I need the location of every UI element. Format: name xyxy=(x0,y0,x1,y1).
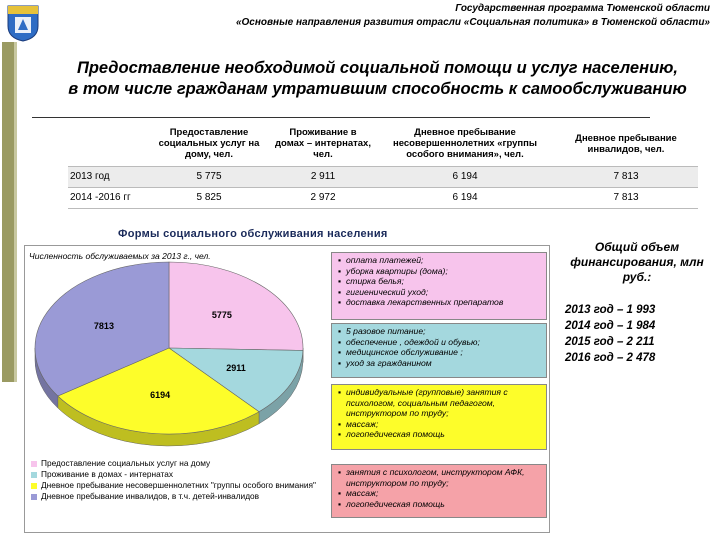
chart-panel xyxy=(24,245,550,533)
table-cell: 5 825 xyxy=(148,187,270,208)
list-item-text: занятия с психологом, инструктором АФК, инструктором по труду; xyxy=(346,467,525,488)
table-cell: 2 972 xyxy=(270,187,376,208)
legend-label: Предоставление социальных услуг на дому xyxy=(41,458,211,468)
legend-swatch xyxy=(31,483,37,489)
list-item: ▪ обеспечение , одеждой и обувью; xyxy=(338,336,480,347)
stats-table xyxy=(68,122,698,209)
list-item-text: гигиенический уход; xyxy=(346,286,429,297)
list-item: ▪ уход за гражданином xyxy=(338,357,432,368)
row-label: 2013 год xyxy=(68,166,148,187)
list-item-text: уход за гражданином xyxy=(346,357,432,368)
list-item: ▪ уборка квартиры (дома); xyxy=(338,265,448,276)
list-item-text: 5 разовое питание; xyxy=(346,326,426,336)
coat-of-arms-icon xyxy=(6,4,40,42)
legend-swatch xyxy=(31,472,37,478)
table-cell: 6 194 xyxy=(376,166,554,187)
forms-section-title: Формы социального обслуживания населения xyxy=(118,228,388,240)
list-item: ▪ доставка лекарственных препаратов xyxy=(338,297,504,307)
table-cell: 6 194 xyxy=(376,187,554,208)
page-title-line2: в том числе гражданам утратившим способность к самообслуживанию xyxy=(68,80,687,98)
list-item: ▪ индивидуальные (групповые) занятия с психологом, социальным педагогом, инструктором по труду; xyxy=(338,387,508,418)
list-item: ▪ стирка белья; xyxy=(338,276,404,286)
program-header xyxy=(150,2,710,30)
page-title xyxy=(40,58,715,100)
title-divider xyxy=(32,117,650,118)
list-item: ▪ оплата платежей; xyxy=(338,255,424,265)
legend-swatch xyxy=(31,494,37,500)
decorative-side-bar-light xyxy=(14,42,17,382)
stats-table-header-row xyxy=(68,122,698,166)
table-row xyxy=(68,187,698,208)
list-item: ▪ логопедическая помощь xyxy=(338,498,445,509)
list-item: ▪ массаж; xyxy=(338,418,379,429)
services-minors-box xyxy=(331,384,547,450)
list-item-text: логопедическая помощь xyxy=(346,429,445,439)
pie-data-label: 2911 xyxy=(226,362,246,373)
table-row xyxy=(68,166,698,187)
row-label: 2014 -2016 гг xyxy=(68,187,148,208)
list-item-text: доставка лекарственных препаратов xyxy=(346,297,504,307)
list-item-text: обеспечение , одеждой и обувью; xyxy=(346,336,480,347)
list-item-text: логопедическая помощь xyxy=(346,498,445,509)
pie-data-label: 7813 xyxy=(93,320,114,331)
program-header-line2: «Основные направления развития отрасли «Социальная политика» в Тюменской области» xyxy=(235,17,710,28)
stats-header-cell: Дневное пребывание инвалидов, чел. xyxy=(554,122,698,166)
table-cell: 7 813 xyxy=(554,166,698,187)
financing-item: 2013 год – 1 993 xyxy=(565,304,656,316)
table-cell: 5 775 xyxy=(148,166,270,187)
financing-item: 2016 год – 2 478 xyxy=(565,352,656,364)
pie-data-label: 5775 xyxy=(211,310,232,321)
list-item-text: оплата платежей; xyxy=(346,255,424,265)
list-item: ▪ занятия с психологом, инструктором АФК, инструктором по труду; xyxy=(338,467,525,488)
stats-header-cell: Предоставление социальных услуг на дому, чел. xyxy=(148,122,270,166)
legend-label: Дневное пребывание несовершеннолетних "группы особого внимания" xyxy=(41,480,316,490)
list-item-text: уборка квартиры (дома); xyxy=(346,265,448,276)
decorative-side-bar xyxy=(2,42,14,382)
list-item-text: массаж; xyxy=(346,418,379,429)
stats-header-cell xyxy=(68,122,148,166)
legend-label: Проживание в домах - интернатах xyxy=(41,469,173,479)
financing-title: Общий объем финансирования, млн руб.: xyxy=(570,240,704,284)
pie-slice-0 xyxy=(169,262,303,350)
list-item-text: стирка белья; xyxy=(346,276,404,286)
services-home-care-box xyxy=(331,252,547,320)
list-item: ▪ массаж; xyxy=(338,488,379,498)
list-item-text: массаж; xyxy=(346,488,379,498)
services-residential-box xyxy=(331,323,547,378)
legend-item xyxy=(31,469,316,480)
list-item: ▪ 5 разовое питание; xyxy=(338,326,426,336)
table-cell: 7 813 xyxy=(554,187,698,208)
stats-header-cell: Дневное пребывание несовершеннолетних «группы особого внимания», чел. xyxy=(376,122,554,166)
list-item-text: индивидуальные (групповые) занятия с психологом, социальным педагогом, инструктором по труду; xyxy=(346,387,508,418)
financing-item: 2014 год – 1 984 xyxy=(565,320,656,332)
list-item: ▪ гигиенический уход; xyxy=(338,286,429,297)
table-cell: 2 911 xyxy=(270,166,376,187)
pie-chart xyxy=(29,260,329,460)
legend-swatch xyxy=(31,461,37,467)
program-header-line1: Государственная программа Тюменской области xyxy=(455,3,710,14)
legend-item xyxy=(31,458,316,469)
pie-data-label: 6194 xyxy=(150,389,171,400)
legend-item xyxy=(31,491,316,502)
list-item: ▪ логопедическая помощь xyxy=(338,429,445,439)
financing-item: 2015 год – 2 211 xyxy=(565,336,655,348)
financing-list xyxy=(565,302,655,366)
list-item-text: медицинское обслуживание ; xyxy=(346,347,463,357)
stats-header-cell: Проживание в домах – интернатах, чел. xyxy=(270,122,376,166)
legend-label: Дневное пребывание инвалидов, в т.ч. детей-инвалидов xyxy=(41,491,260,501)
chart-subtitle: Численность обслуживаемых за 2013 г., чел. xyxy=(29,251,211,261)
services-disabled-box xyxy=(331,464,547,518)
legend-item xyxy=(31,480,316,491)
chart-legend xyxy=(31,458,316,502)
list-item: ▪ медицинское обслуживание ; xyxy=(338,347,463,357)
page-title-line1: Предоставление необходимой социальной помощи и услуг населению, xyxy=(76,59,679,77)
